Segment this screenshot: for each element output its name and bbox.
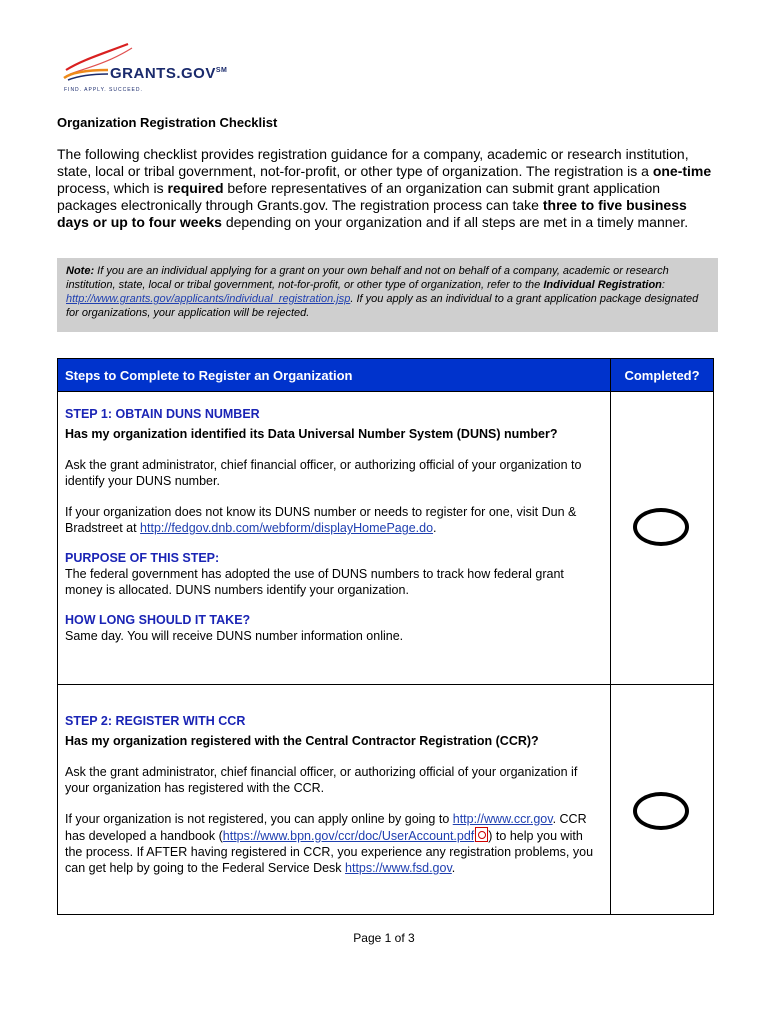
grants-gov-logo: [62, 40, 242, 100]
step1-title: STEP 1: OBTAIN DUNS NUMBER: [65, 407, 260, 421]
step2-completed-checkbox[interactable]: [633, 792, 689, 830]
step1-content: [58, 392, 610, 644]
page-number: Page 1 of 3: [353, 931, 415, 945]
brand-tagline: FIND. APPLY. SUCCEED.: [64, 87, 143, 93]
step1-completed-cell: [611, 392, 714, 685]
note-label: Note:: [66, 265, 95, 277]
intro-paragraph: The following checklist provides registration guidance for a company, academic or research institution, state, local or tribal government, not-for-profit, or other type of organization. The registration is a one-time process, which is required before representatives of an organization can submit grant application packages electronically through Grants.gov. The registration process can take three to five business days or up to four weeks depending on your organization and if all steps are met in a timely manner.: [57, 146, 712, 230]
step2-p2: If your organization is not registered, you can apply online by going to http://www.ccr.gov. CCR has developed a handbook (https://www.bpn.gov/ccr/doc/UserAccount.pdf ) to help you with the process. If AFTER having registered in CCR, you experience any registration problems, you can get help by going to the Federal Service Desk https://www.fsd.gov.: [65, 812, 594, 875]
table-header-row: [58, 359, 714, 392]
step2-completed-cell: [611, 685, 714, 915]
brand-name: GRANTS.GOV℠: [110, 65, 228, 82]
step1-purpose-heading: PURPOSE OF THIS STEP:: [65, 551, 220, 565]
step1-how-heading: HOW LONG SHOULD IT TAKE?: [65, 613, 251, 627]
step2-p1: Ask the grant administrator, chief financial officer, or authorizing official of your organization if your organization has registered with the CCR.: [65, 765, 578, 795]
handbook-link[interactable]: https://www.bpn.gov/ccr/doc/UserAccount.pdf: [222, 829, 475, 843]
ccr-link[interactable]: http://www.ccr.gov: [452, 812, 553, 826]
dnb-link[interactable]: http://fedgov.dnb.com/webform/displayHomePage.do: [140, 521, 434, 535]
step1-question: Has my organization identified its Data Universal Number System (DUNS) number?: [65, 427, 558, 441]
header-completed: Completed?: [611, 359, 714, 392]
registration-steps-table: [57, 358, 714, 915]
step2-title: STEP 2: REGISTER WITH CCR: [65, 714, 246, 728]
table-row: [58, 392, 714, 685]
step1-how: Same day. You will receive DUNS number information online.: [65, 629, 404, 643]
individual-registration-link[interactable]: http://www.grants.gov/applicants/individual_registration.jsp: [66, 293, 351, 305]
pdf-icon: [475, 827, 488, 842]
step1-purpose: The federal government has adopted the use of DUNS numbers to track how federal grant money is allocated. DUNS numbers identify your organization.: [65, 567, 564, 597]
note-box: Note: If you are an individual applying for a grant on your own behalf and not on behalf of a company, academic or research institution, state, local or tribal government, not-for-profit, or other type of organization, refer to the Individual Registration: http://www.grants.gov/applicants/individual_registration.jsp. If you apply as an individual to a grant application package designated for organizations, your application will be rejected.: [57, 258, 718, 332]
step1-p1: Ask the grant administrator, chief financial officer, or authorizing official of your organization to identify your DUNS number.: [65, 458, 582, 488]
step2-question: Has my organization registered with the Central Contractor Registration (CCR)?: [65, 734, 539, 748]
header-steps: Steps to Complete to Register an Organization: [58, 359, 611, 392]
step1-p2: If your organization does not know its DUNS number or needs to register for one, visit Dun & Bradstreet at http://fedgov.dnb.com/webform/displayHomePage.do.: [65, 505, 577, 535]
step2-content: [58, 685, 610, 876]
step1-completed-checkbox[interactable]: [633, 508, 689, 546]
fsd-link[interactable]: https://www.fsd.gov: [345, 861, 452, 875]
table-row: [58, 685, 714, 915]
page-title: Organization Registration Checklist: [57, 115, 278, 130]
